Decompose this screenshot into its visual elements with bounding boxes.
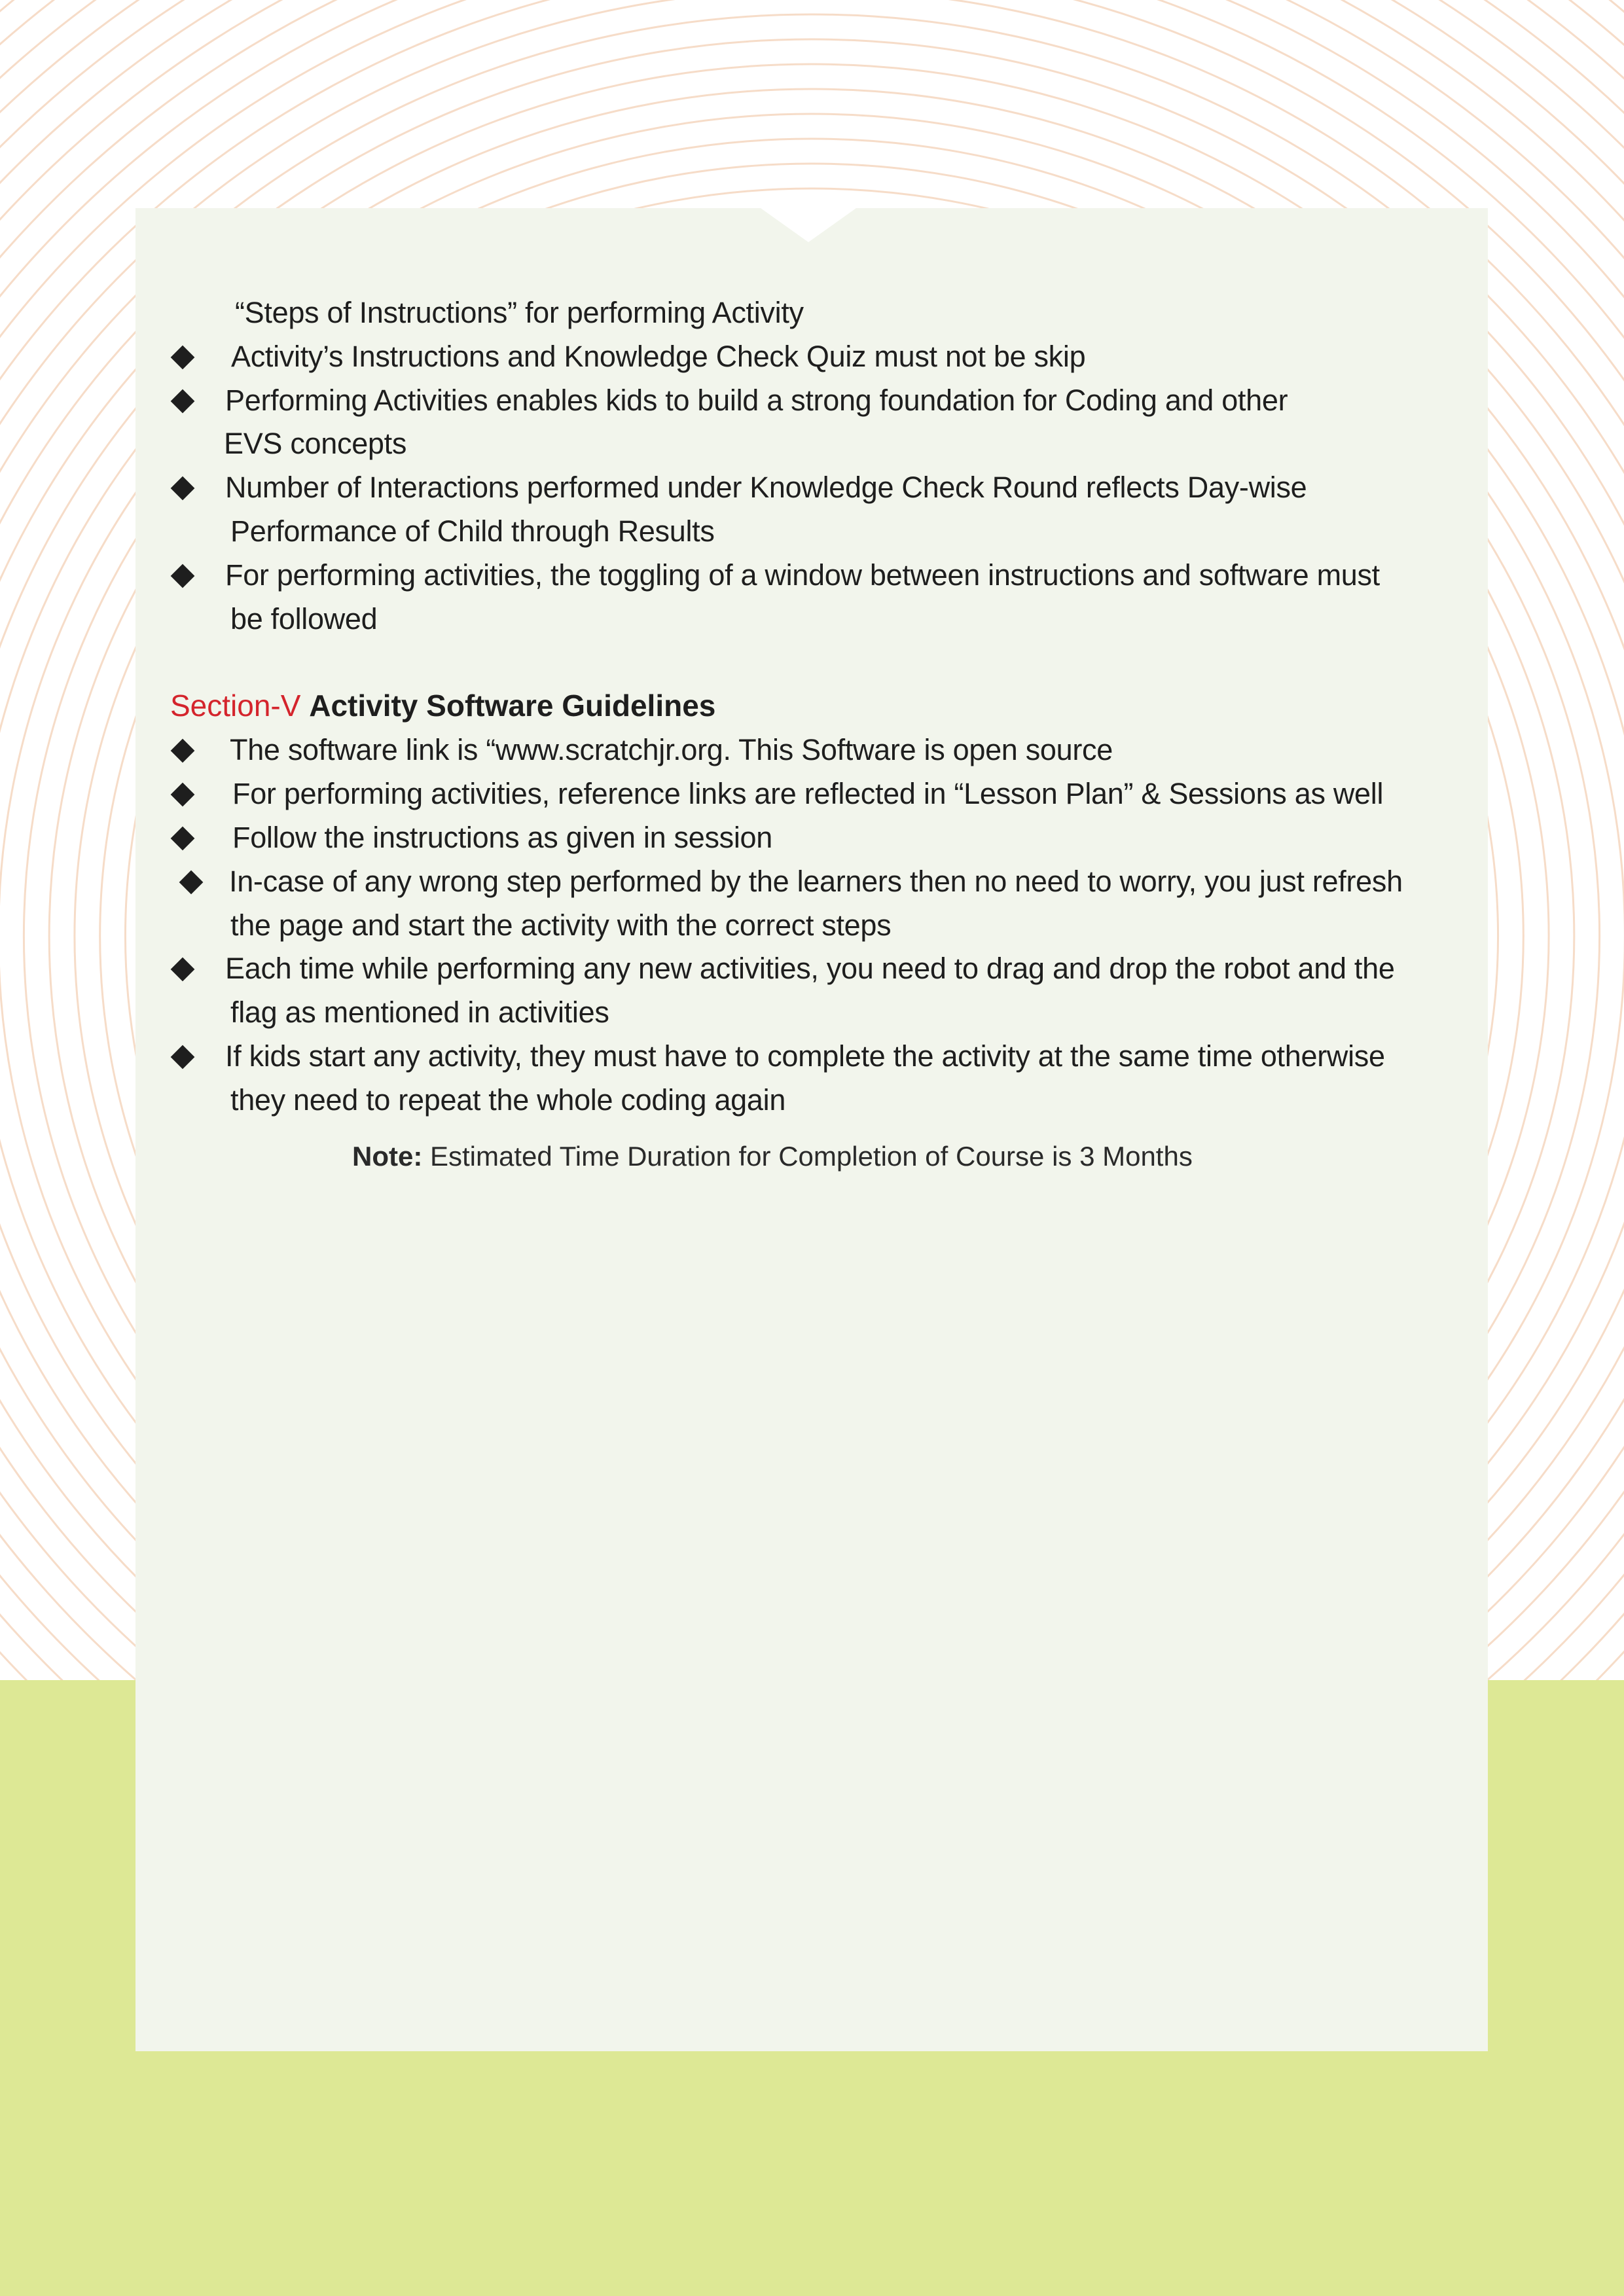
list-item-line: The software link is “www.scratchjr.org. This Software is open source bbox=[230, 733, 1113, 766]
list-item-line: EVS concepts bbox=[224, 427, 407, 460]
bullet-diamond-icon bbox=[171, 564, 195, 588]
list-item-line: Activity’s Instructions and Knowledge Check Quiz must not be skip bbox=[231, 340, 1086, 373]
card-content bbox=[135, 208, 1488, 2051]
list-item-line: For performing activities, the toggling of a window between instructions and software must bbox=[225, 558, 1380, 592]
list-item-line: Performance of Child through Results bbox=[230, 514, 715, 548]
bullet-diamond-icon bbox=[179, 870, 204, 895]
list-item-line: In-case of any wrong step performed by the learners then no need to worry, you just refresh bbox=[229, 865, 1403, 898]
list-item-line: If kids start any activity, they must have to complete the activity at the same time otherwise bbox=[225, 1039, 1385, 1073]
bullet-diamond-icon bbox=[171, 958, 195, 982]
list-item-line: they need to repeat the whole coding again bbox=[230, 1083, 786, 1117]
bullet-diamond-icon bbox=[171, 739, 195, 763]
note-label: Note: bbox=[352, 1141, 423, 1172]
list-item-line: the page and start the activity with the correct steps bbox=[230, 908, 892, 942]
note-line bbox=[352, 1137, 1193, 1176]
section-heading bbox=[170, 684, 715, 728]
bullet-diamond-icon bbox=[171, 783, 195, 807]
section-title: Activity Software Guidelines bbox=[309, 689, 716, 723]
content-card bbox=[135, 208, 1488, 2051]
section-number: Section-V bbox=[170, 689, 301, 723]
list-item-line: be followed bbox=[230, 602, 378, 636]
bullet-diamond-icon bbox=[171, 827, 195, 851]
list-item-line: For performing activities, reference links are reflected in “Lesson Plan” & Sessions as well bbox=[232, 777, 1384, 810]
continuation-line: “Steps of Instructions” for performing Activity bbox=[235, 296, 804, 329]
list-item-line: Performing Activities enables kids to build a strong foundation for Coding and other bbox=[225, 384, 1288, 417]
bullet-diamond-icon bbox=[171, 346, 195, 370]
bullet-diamond-icon bbox=[171, 476, 195, 501]
list-item-line: Each time while performing any new activities, you need to drag and drop the robot and the bbox=[225, 952, 1395, 985]
bullet-diamond-icon bbox=[171, 1045, 195, 1069]
card-notch-shape bbox=[759, 208, 857, 245]
list-item-line: Number of Interactions performed under Knowledge Check Round reflects Day-wise bbox=[225, 471, 1307, 504]
list-item-line: Follow the instructions as given in session bbox=[232, 821, 773, 854]
note-text: Estimated Time Duration for Completion of Course is 3 Months bbox=[430, 1141, 1193, 1172]
list-item-line: flag as mentioned in activities bbox=[230, 996, 609, 1029]
bullet-diamond-icon bbox=[171, 389, 195, 414]
